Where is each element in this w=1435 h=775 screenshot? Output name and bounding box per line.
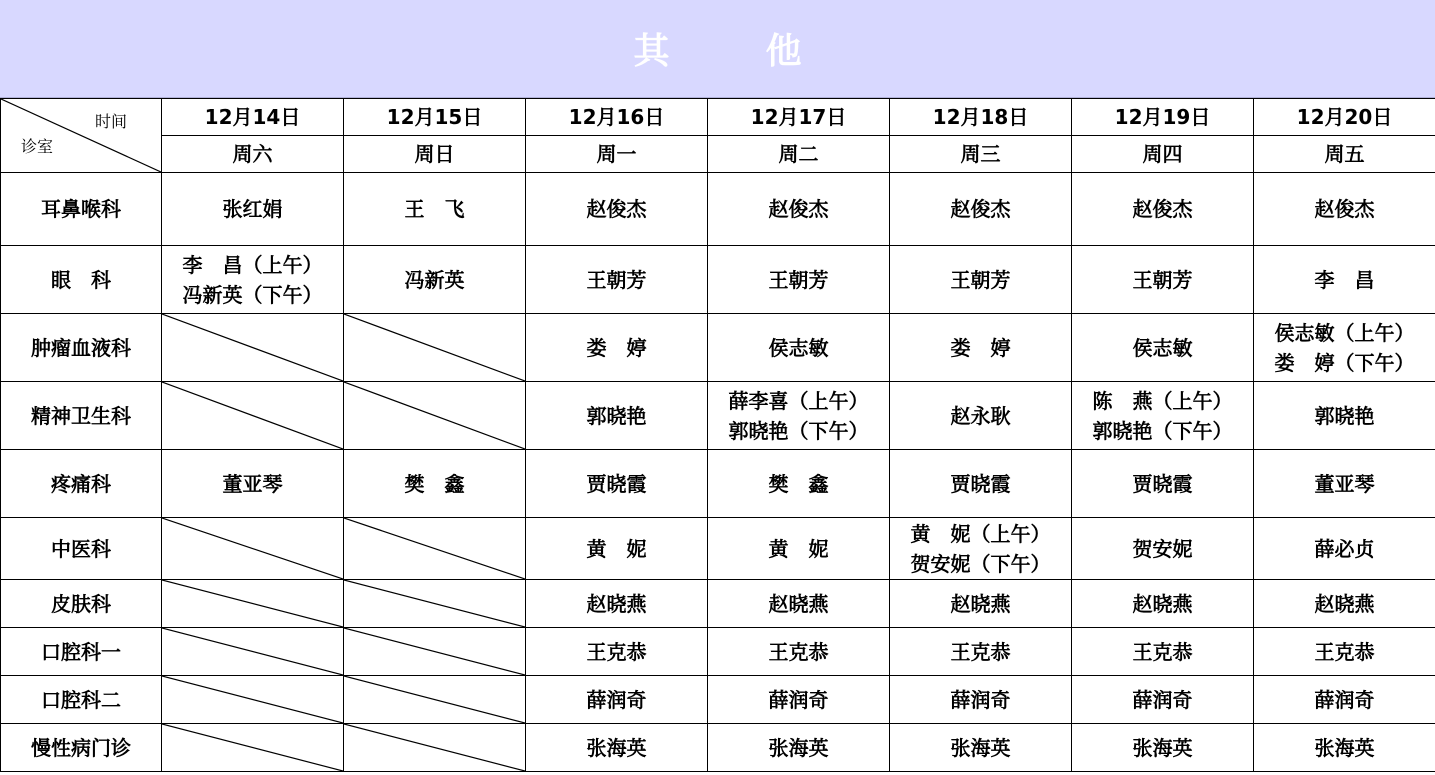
doctor-cell (1072, 580, 1254, 628)
empty-slash-line (344, 628, 525, 675)
dept-name: 肿瘤血液科 (1, 314, 162, 382)
doctor-name: 张红娟 (222, 197, 283, 221)
doctor-name: 王 飞 (404, 197, 465, 221)
doctor-name: 郭晓艳 (586, 403, 647, 428)
doctor-name: 张海英 (1314, 735, 1375, 760)
doctor-name: 张海英 (950, 735, 1011, 760)
doctor-name: 薛润奇 (768, 687, 829, 712)
schedule-table (0, 98, 1435, 772)
date-header: 12月16日 (526, 99, 708, 136)
doctor-name: 王朝芳 (586, 267, 647, 292)
empty-slash-line (344, 676, 525, 723)
dept-name: 慢性病门诊 (1, 724, 162, 772)
doctor-name: 薛润奇 (1314, 687, 1375, 712)
doctor-cell (890, 580, 1072, 628)
weekday-header: 周二 (708, 136, 890, 173)
doctor-cell (890, 450, 1072, 518)
empty-slash-line (162, 518, 343, 579)
doctor-cell (344, 246, 526, 314)
doctor-cell (708, 382, 890, 450)
weekday-header: 周四 (1072, 136, 1254, 173)
dept-name: 皮肤科 (1, 580, 162, 628)
empty-slash-line (344, 382, 525, 449)
doctor-name: 董亚琴 (1314, 471, 1375, 496)
doctor-cell (526, 580, 708, 628)
doctor-cell (1254, 246, 1435, 314)
doctor-cell (526, 724, 708, 772)
empty-cell (162, 724, 344, 772)
dept-name: 中医科 (1, 518, 162, 580)
empty-cell (162, 382, 344, 450)
doctor-name: 薛必贞 (1314, 536, 1375, 561)
empty-slash-line (162, 724, 343, 771)
doctor-cell (890, 246, 1072, 314)
doctor-name: 王克恭 (950, 639, 1011, 664)
doctor-name: 樊 鑫 (404, 471, 465, 496)
table-row (1, 173, 1435, 246)
doctor-cell (890, 518, 1072, 580)
dept-name: 口腔科一 (1, 628, 162, 676)
doctor-cell (890, 382, 1072, 450)
doctor-name: 赵晓燕 (1132, 591, 1193, 616)
doctor-name: 王朝芳 (1132, 267, 1193, 292)
date-header: 12月19日 (1072, 99, 1254, 136)
doctor-cell (344, 450, 526, 518)
doctor-name: 赵俊杰 (768, 197, 829, 221)
doctor-name: 王朝芳 (950, 267, 1011, 292)
doctor-cell (526, 676, 708, 724)
doctor-name: 陈 燕（上午） (1092, 388, 1233, 413)
doctor-cell (1072, 676, 1254, 724)
doctor-cell (1254, 676, 1435, 724)
room-label: 诊室 (21, 137, 54, 156)
doctor-name: 赵俊杰 (1132, 197, 1193, 221)
dept-name: 眼 科 (1, 246, 162, 314)
empty-cell (344, 314, 526, 382)
doctor-name: 赵晓燕 (950, 591, 1011, 616)
empty-cell (344, 518, 526, 580)
doctor-name: 李 昌 (1314, 267, 1375, 292)
doctor-cell (708, 246, 890, 314)
doctor-cell (708, 724, 890, 772)
doctor-name: 娄 婷 (586, 335, 647, 360)
doctor-name: 张海英 (586, 735, 647, 760)
doctor-cell (1072, 382, 1254, 450)
doctor-cell (526, 173, 708, 246)
date-header-row (1, 99, 1435, 136)
doctor-cell (1254, 173, 1435, 246)
doctor-cell (526, 246, 708, 314)
empty-cell (162, 518, 344, 580)
doctor-name: 赵俊杰 (1314, 197, 1375, 221)
doctor-name: 贾晓霞 (1132, 471, 1193, 496)
doctor-name: 赵晓燕 (1314, 591, 1375, 616)
empty-slash-line (162, 580, 343, 627)
doctor-name: 王克恭 (586, 639, 647, 664)
doctor-cell (526, 450, 708, 518)
empty-cell (162, 676, 344, 724)
doctor-name: 赵晓燕 (768, 591, 829, 616)
doctor-cell (162, 246, 344, 314)
doctor-name: 董亚琴 (222, 471, 283, 496)
doctor-cell (526, 382, 708, 450)
weekday-header-row (1, 136, 1435, 173)
table-row (1, 724, 1435, 772)
empty-cell (344, 382, 526, 450)
doctor-name: 赵俊杰 (950, 197, 1011, 221)
doctor-cell (1254, 580, 1435, 628)
table-row (1, 580, 1435, 628)
doctor-name: 薛李喜（上午） (728, 388, 869, 413)
table-row (1, 382, 1435, 450)
empty-cell (344, 628, 526, 676)
doctor-cell (344, 173, 526, 246)
doctor-cell (1072, 246, 1254, 314)
doctor-cell (890, 314, 1072, 382)
doctor-name: 郭晓艳（下午） (728, 418, 869, 443)
empty-slash-line (344, 518, 525, 579)
weekday-header: 周一 (526, 136, 708, 173)
empty-slash-line (162, 382, 343, 449)
empty-cell (162, 580, 344, 628)
empty-slash-line (344, 580, 525, 627)
dept-name: 精神卫生科 (1, 382, 162, 450)
doctor-name: 娄 婷 (950, 335, 1011, 360)
table-row (1, 246, 1435, 314)
doctor-name: 贺安妮 (1132, 536, 1193, 561)
doctor-cell (708, 314, 890, 382)
date-header: 12月15日 (344, 99, 526, 136)
empty-slash-line (162, 314, 343, 381)
doctor-cell (708, 173, 890, 246)
doctor-name: 张海英 (768, 735, 829, 760)
doctor-cell (708, 580, 890, 628)
doctor-name: 贺安妮（下午） (910, 551, 1051, 576)
empty-cell (162, 628, 344, 676)
table-row (1, 676, 1435, 724)
doctor-name: 王克恭 (1314, 639, 1375, 664)
doctor-name: 侯志敏 (1132, 335, 1193, 360)
doctor-cell (1254, 314, 1435, 382)
doctor-name: 薛润奇 (950, 687, 1011, 712)
doctor-cell (1072, 724, 1254, 772)
empty-slash-line (162, 628, 343, 675)
doctor-cell (708, 518, 890, 580)
weekday-header: 周五 (1254, 136, 1435, 173)
dept-name: 疼痛科 (1, 450, 162, 518)
doctor-cell (526, 628, 708, 676)
doctor-cell (1254, 518, 1435, 580)
doctor-name: 黄 妮（上午） (910, 521, 1051, 546)
doctor-name: 侯志敏 (768, 335, 829, 360)
empty-cell (344, 580, 526, 628)
doctor-name: 张海英 (1132, 735, 1193, 760)
doctor-cell (1254, 382, 1435, 450)
doctor-cell (708, 628, 890, 676)
doctor-cell (1072, 450, 1254, 518)
time-label: 时间 (94, 112, 127, 131)
doctor-cell (708, 450, 890, 518)
table-row (1, 450, 1435, 518)
doctor-name: 贾晓霞 (950, 471, 1011, 496)
doctor-cell (890, 724, 1072, 772)
weekday-header: 周三 (890, 136, 1072, 173)
doctor-name: 李 昌（上午） (182, 252, 323, 277)
doctor-name: 赵晓燕 (586, 591, 647, 616)
dept-name: 口腔科二 (1, 676, 162, 724)
doctor-name: 冯新英 (404, 267, 465, 292)
empty-cell (162, 314, 344, 382)
doctor-name: 樊 鑫 (768, 471, 829, 496)
doctor-cell (1072, 314, 1254, 382)
page-title: 其 他 (633, 31, 832, 72)
date-header: 12月17日 (708, 99, 890, 136)
empty-cell (344, 676, 526, 724)
doctor-name: 贾晓霞 (586, 471, 647, 496)
dept-name: 耳鼻喉科 (1, 173, 162, 246)
doctor-cell (1254, 628, 1435, 676)
page-header (0, 0, 1435, 98)
doctor-cell (526, 518, 708, 580)
doctor-cell (1072, 628, 1254, 676)
doctor-name: 郭晓艳（下午） (1092, 418, 1233, 443)
doctor-cell (162, 173, 344, 246)
doctor-cell (1072, 173, 1254, 246)
date-header: 12月18日 (890, 99, 1072, 136)
doctor-cell (1254, 724, 1435, 772)
doctor-cell (890, 628, 1072, 676)
doctor-name: 薛润奇 (586, 687, 647, 712)
weekday-header: 周日 (344, 136, 526, 173)
corner-cell (1, 99, 162, 173)
doctor-name: 王朝芳 (768, 267, 829, 292)
doctor-name: 赵永耿 (950, 403, 1011, 428)
doctor-name: 薛润奇 (1132, 687, 1193, 712)
date-header: 12月20日 (1254, 99, 1435, 136)
doctor-name: 王克恭 (768, 639, 829, 664)
doctor-name: 侯志敏（上午） (1274, 320, 1415, 345)
doctor-cell (162, 450, 344, 518)
weekday-header: 周六 (162, 136, 344, 173)
doctor-cell (526, 314, 708, 382)
doctor-name: 黄 妮 (768, 536, 829, 561)
table-row (1, 628, 1435, 676)
empty-cell (344, 724, 526, 772)
empty-slash-line (162, 676, 343, 723)
doctor-name: 冯新英（下午） (182, 282, 323, 307)
doctor-name: 王克恭 (1132, 639, 1193, 664)
empty-slash-line (344, 724, 525, 771)
doctor-cell (1072, 518, 1254, 580)
doctor-name: 郭晓艳 (1314, 403, 1375, 428)
table-row (1, 314, 1435, 382)
empty-slash-line (344, 314, 525, 381)
table-row (1, 518, 1435, 580)
date-header: 12月14日 (162, 99, 344, 136)
schedule-body (1, 173, 1435, 772)
doctor-name: 赵俊杰 (586, 197, 647, 221)
doctor-cell (890, 676, 1072, 724)
doctor-cell (890, 173, 1072, 246)
doctor-cell (708, 676, 890, 724)
doctor-name: 娄 婷（下午） (1274, 350, 1415, 375)
doctor-cell (1254, 450, 1435, 518)
doctor-name: 黄 妮 (586, 536, 647, 561)
